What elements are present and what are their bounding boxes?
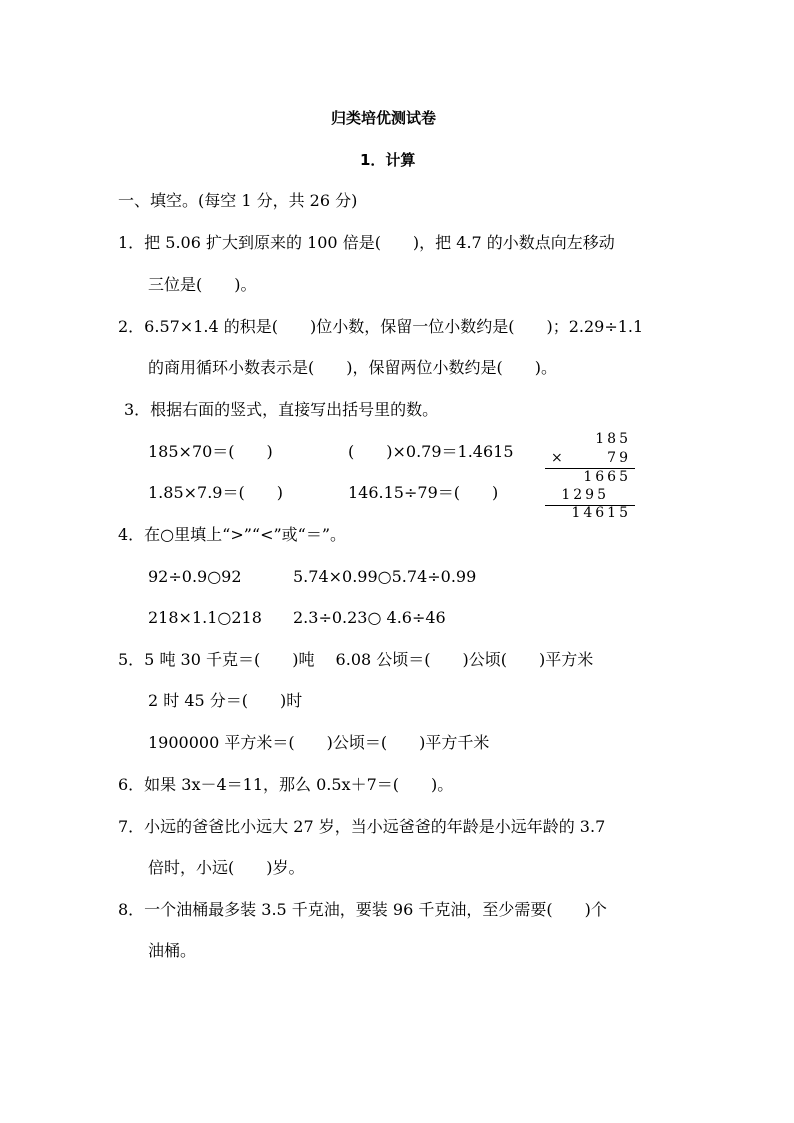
question-4-line-1: 4．在○里填上“>”“<”或“＝”。 [118, 525, 347, 544]
question-1-line-1: 1．把 5.06 扩大到原来的 100 倍是( )，把 4.7 的小数点向左移动 [118, 233, 615, 252]
question-3-item-a: 185×70＝( ) [148, 442, 273, 461]
question-8-line-2: 油桶。 [148, 941, 197, 960]
question-5-line-2: 2 时 45 分＝( )时 [148, 691, 303, 710]
section-heading: 一、填空。(每空 1 分，共 26 分) [118, 191, 358, 210]
vertical-row-2: 79 [607, 450, 631, 466]
question-4-item-d: 2.3÷0.23○ 4.6÷46 [293, 608, 446, 627]
question-8-line-1: 8．一个油桶最多装 3.5 千克油，要装 96 千克油，至少需要( )个 [118, 900, 607, 919]
question-2-line-1: 2．6.57×1.4 的积是( )位小数，保留一位小数约是( )；2.29÷1.1 [118, 317, 644, 336]
question-5-line-3: 1900000 平方米＝( )公顷＝( )平方千米 [148, 733, 490, 752]
question-5-line-1: 5．5 吨 30 千克＝( )吨 6.08 公顷＝( )公顷( )平方米 [118, 650, 594, 669]
question-7-line-1: 7．小远的爸爸比小远大 27 岁，当小远爸爸的年龄是小远年龄的 3.7 [118, 817, 606, 836]
question-7-line-2: 倍时，小远( )岁。 [148, 858, 305, 877]
question-2-line-2: 的商用循环小数表示是( )，保留两位小数约是( )。 [148, 358, 557, 377]
vertical-row-1: 185 [595, 431, 631, 447]
question-4-item-a: 92÷0.9○92 [148, 567, 242, 586]
question-1-line-2: 三位是( )。 [148, 275, 257, 294]
page-title: 归类培优测试卷 [331, 109, 437, 127]
section-subtitle: 1．计算 [360, 151, 416, 169]
question-6-line-1: 6．如果 3x－4＝11，那么 0.5x＋7＝( )。 [118, 775, 454, 794]
vertical-row-5: 14615 [571, 505, 631, 521]
question-3-line-1: 3．根据右面的竖式，直接写出括号里的数。 [124, 400, 439, 419]
question-4-item-c: 218×1.1○218 [148, 608, 262, 627]
question-3-item-c: 1.85×7.9＝( ) [148, 483, 283, 502]
vertical-row-3: 1665 [583, 469, 631, 485]
question-3-item-b: ( )×0.79＝1.4615 [348, 442, 514, 461]
question-3-item-d: 146.15÷79＝( ) [348, 483, 499, 502]
vertical-row-4: 1295 [561, 487, 609, 503]
vertical-operator: × [551, 450, 566, 466]
question-4-item-b: 5.74×0.99○5.74÷0.99 [293, 567, 477, 586]
